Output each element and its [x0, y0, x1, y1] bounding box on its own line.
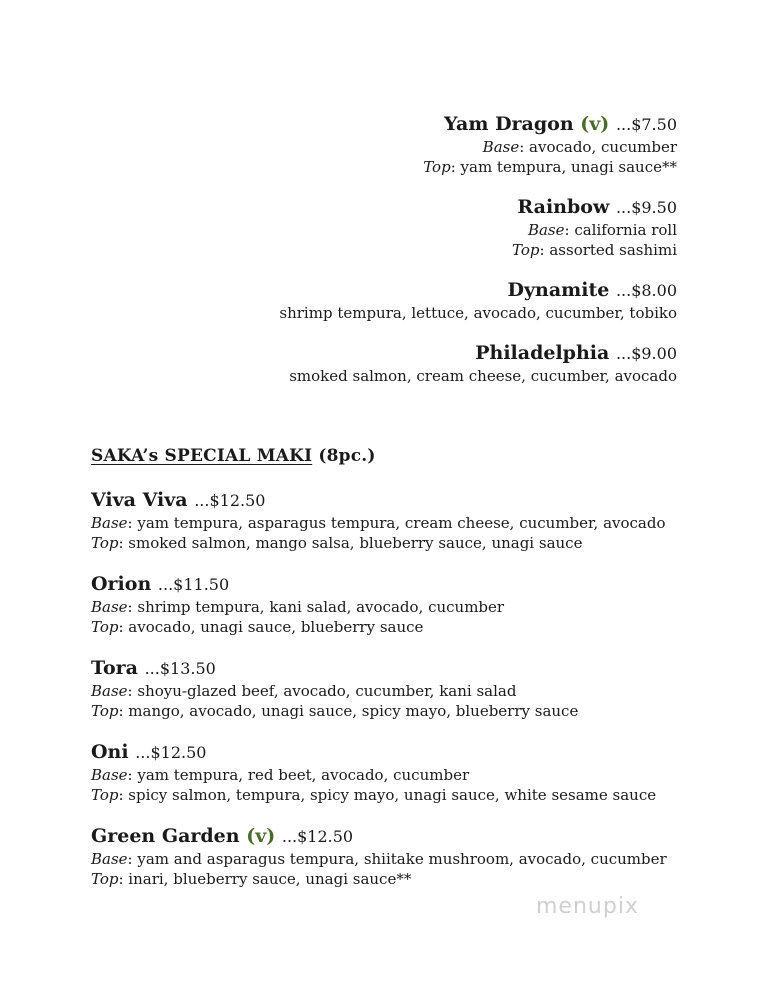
item-price: ...$12.50 — [135, 743, 207, 762]
item-title — [157, 112, 677, 137]
item-description: smoked salmon, cream cheese, cucumber, avocado — [289, 367, 677, 385]
item-top: Top: mango, avocado, unagi sauce, spicy mayo, blueberry sauce — [91, 702, 579, 720]
item-name: Viva Viva — [91, 489, 188, 511]
item-name: Tora — [91, 657, 138, 679]
item-base: Base: yam tempura, red beet, avocado, cucumber — [91, 766, 470, 784]
vegetarian-mark: (v) — [580, 113, 610, 135]
section-title: SAKA’s SPECIAL MAKI — [91, 446, 313, 466]
menu-item-oni — [91, 740, 711, 805]
menu-item-tora — [91, 656, 711, 721]
item-top: Top: avocado, unagi sauce, blueberry sauce — [91, 618, 424, 636]
item-base: Base: yam and asparagus tempura, shiitake mushroom, avocado, cucumber — [91, 850, 667, 868]
menu-item-yam-dragon — [157, 112, 677, 177]
item-price: ...$12.50 — [281, 827, 354, 846]
item-name: Rainbow — [517, 196, 610, 218]
item-price: ...$11.50 — [157, 575, 230, 594]
item-name: Dynamite — [507, 279, 610, 301]
special-maki-list — [91, 488, 711, 908]
item-title — [157, 278, 677, 303]
item-base: Base: california roll — [527, 221, 677, 239]
item-top: Top: assorted sashimi — [512, 241, 677, 259]
section-heading — [91, 446, 376, 466]
item-name: Yam Dragon — [443, 113, 574, 135]
top-menu-items — [157, 112, 677, 404]
section-count: (8pc.) — [318, 446, 376, 466]
item-title — [157, 341, 677, 366]
item-title — [91, 656, 711, 681]
item-title — [91, 488, 711, 513]
item-name: Oni — [91, 741, 129, 763]
item-base: Base: shoyu-glazed beef, avocado, cucumber, kani salad — [91, 682, 517, 700]
item-price: ...$12.50 — [194, 491, 266, 510]
item-name: Orion — [91, 573, 152, 595]
item-base: Base: avocado, cucumber — [482, 138, 677, 156]
item-title — [157, 195, 677, 220]
menu-item-dynamite — [157, 278, 677, 323]
item-base: Base: yam tempura, asparagus tempura, cream cheese, cucumber, avocado — [91, 514, 666, 532]
menu-item-green-garden — [91, 824, 711, 889]
item-price: ...$13.50 — [144, 659, 216, 678]
item-title — [91, 824, 711, 849]
item-price: ...$9.00 — [615, 344, 677, 363]
item-top: Top: spicy salmon, tempura, spicy mayo, unagi sauce, white sesame sauce — [91, 786, 657, 804]
vegetarian-mark: (v) — [246, 825, 276, 847]
item-title — [91, 740, 711, 765]
item-name: Green Garden — [91, 825, 240, 847]
menu-item-viva-viva — [91, 488, 711, 553]
item-top: Top: yam tempura, unagi sauce** — [423, 158, 677, 176]
item-name: Philadelphia — [475, 342, 610, 364]
item-top: Top: smoked salmon, mango salsa, blueberry sauce, unagi sauce — [91, 534, 583, 552]
item-title — [91, 572, 711, 597]
item-price: ...$8.00 — [615, 281, 677, 300]
item-price: ...$9.50 — [615, 198, 677, 217]
menu-item-rainbow — [157, 195, 677, 260]
item-price: ...$7.50 — [615, 115, 677, 134]
menupix-watermark: menupix — [536, 894, 639, 919]
item-base: Base: shrimp tempura, kani salad, avocado, cucumber — [91, 598, 505, 616]
item-top: Top: inari, blueberry sauce, unagi sauce** — [91, 870, 412, 888]
item-description: shrimp tempura, lettuce, avocado, cucumber, tobiko — [279, 304, 677, 322]
menu-item-philadelphia — [157, 341, 677, 386]
menu-item-orion — [91, 572, 711, 637]
